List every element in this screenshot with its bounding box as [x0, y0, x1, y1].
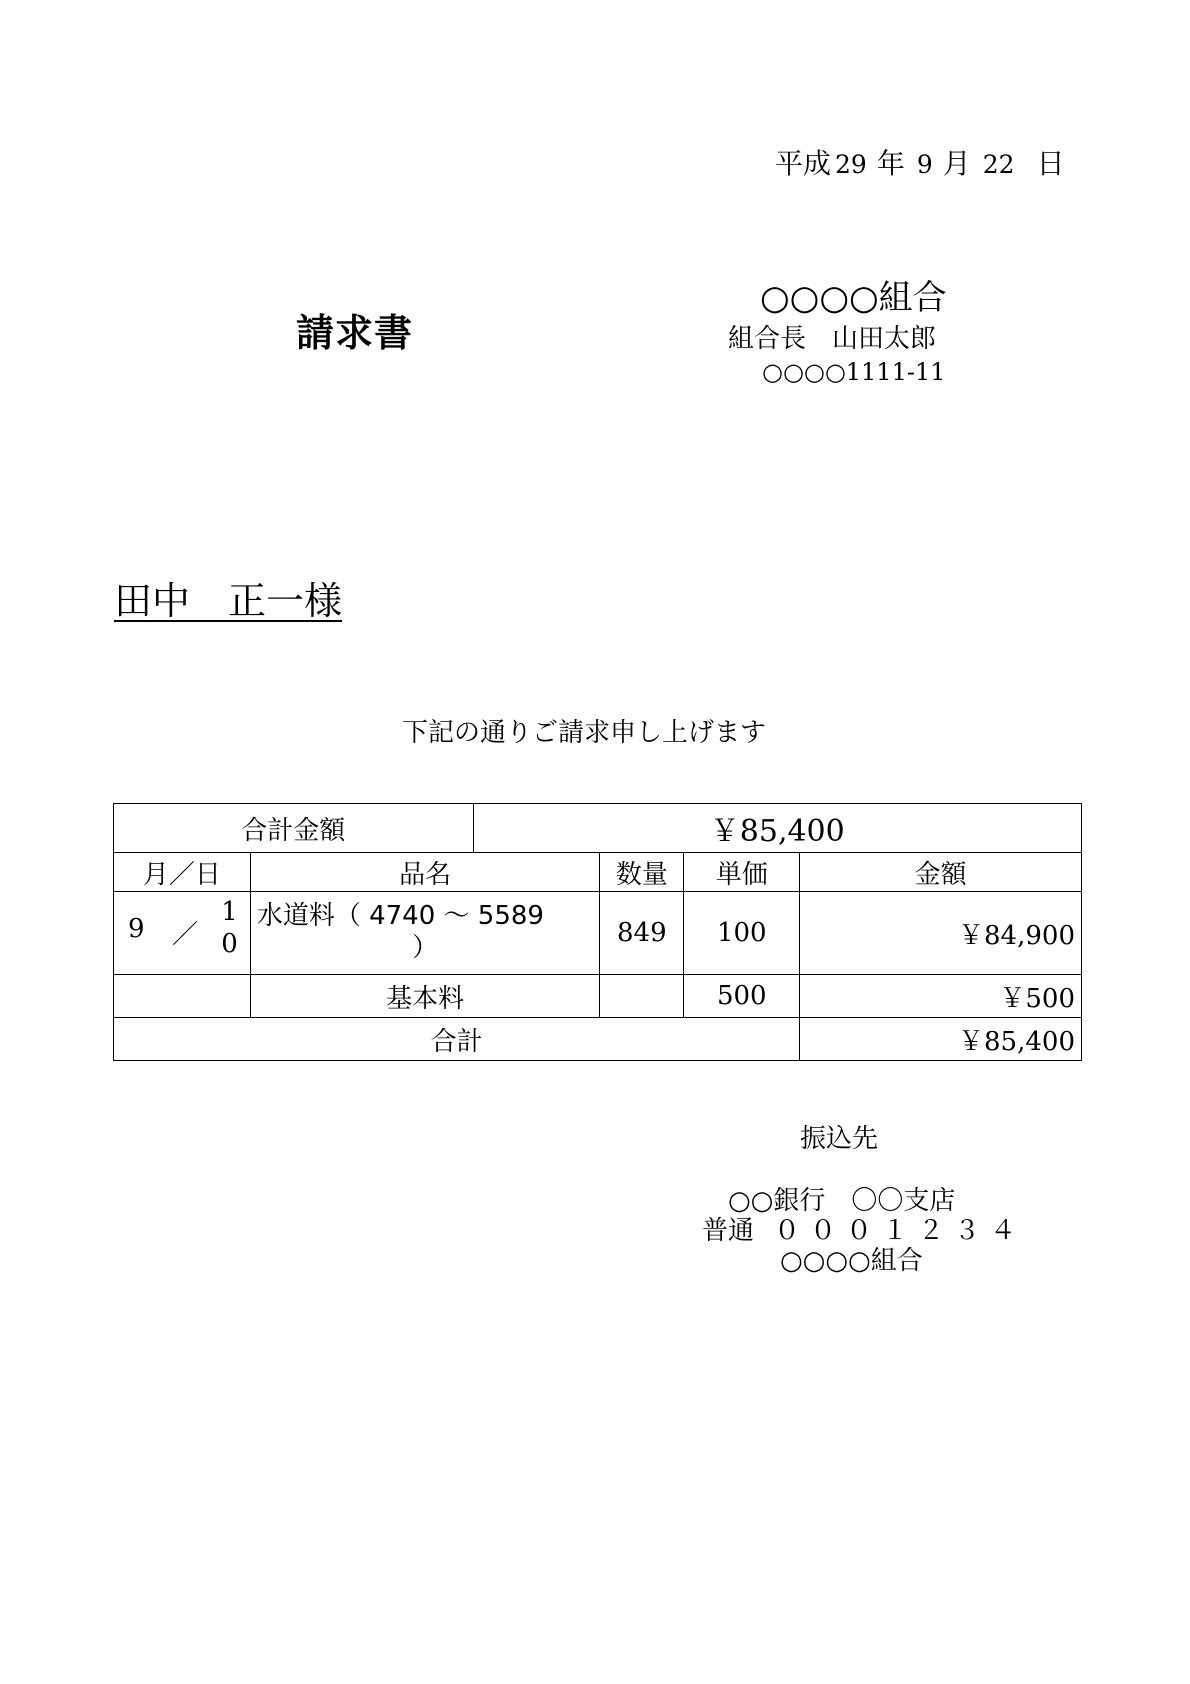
issue-date	[775, 142, 1073, 182]
invoice-message: 下記の通りご請求申し上げます	[402, 718, 767, 748]
table-row	[114, 892, 1082, 975]
header-amount: 金額	[800, 853, 1082, 892]
item-date	[114, 892, 251, 975]
invoice-table	[113, 803, 1082, 1061]
item-name-line2: ）	[412, 933, 439, 963]
total-amount: ￥85,400	[473, 804, 1081, 853]
total-label: 合計金額	[114, 804, 474, 853]
issuer-organization: ○○○○組合	[760, 278, 947, 318]
bank-account-number: ０００１２３４	[774, 1216, 1027, 1246]
header-unit-price: 単価	[684, 853, 800, 892]
item-name	[250, 892, 600, 975]
sum-label: 合計	[114, 1018, 800, 1061]
base-quantity-empty	[600, 975, 684, 1018]
sum-row	[114, 1018, 1082, 1061]
item-unit-price: 100	[684, 892, 800, 975]
base-date-empty	[114, 975, 251, 1018]
recipient-name: 田中 正一様	[114, 579, 343, 623]
bank-account-type: 普通	[702, 1216, 755, 1246]
date-month: 9	[916, 150, 933, 179]
base-amount: ￥500	[800, 975, 1082, 1018]
item-day-line1: 1	[221, 897, 238, 927]
header-date: 月／日	[114, 853, 251, 892]
issuer-representative: 組合長 山田太郎	[728, 324, 937, 354]
bank-holder: ○○○○組合	[780, 1246, 923, 1276]
header-item: 品名	[250, 853, 600, 892]
date-day-unit: 日	[1036, 147, 1065, 180]
sum-amount: ￥85,400	[800, 1018, 1082, 1061]
header-quantity: 数量	[600, 853, 684, 892]
date-month-unit: 月	[942, 147, 971, 180]
item-day	[221, 896, 238, 960]
item-day-line2: 0	[221, 929, 238, 959]
header-row	[114, 853, 1082, 892]
bank-label: 振込先	[800, 1124, 879, 1154]
item-amount: ￥84,900	[800, 892, 1082, 975]
table-row	[114, 975, 1082, 1018]
date-day: 22	[982, 150, 1015, 179]
date-year-unit: 年	[876, 147, 905, 180]
item-name-line1: 水道料（ 4740 ～ 5589	[256, 901, 544, 931]
issuer-phone: ○○○○1111-11	[762, 358, 946, 386]
bank-name: ○○銀行 〇〇支店	[728, 1186, 956, 1216]
base-name: 基本料	[250, 975, 600, 1018]
document-title: 請求書	[296, 311, 414, 355]
item-month: 9	[128, 914, 145, 944]
date-year: 29	[835, 150, 867, 179]
item-quantity: 849	[600, 892, 684, 975]
base-unit-price: 500	[684, 975, 800, 1018]
date-era: 平成	[775, 147, 832, 180]
item-slash: ／	[172, 920, 199, 950]
total-row	[114, 804, 1082, 853]
